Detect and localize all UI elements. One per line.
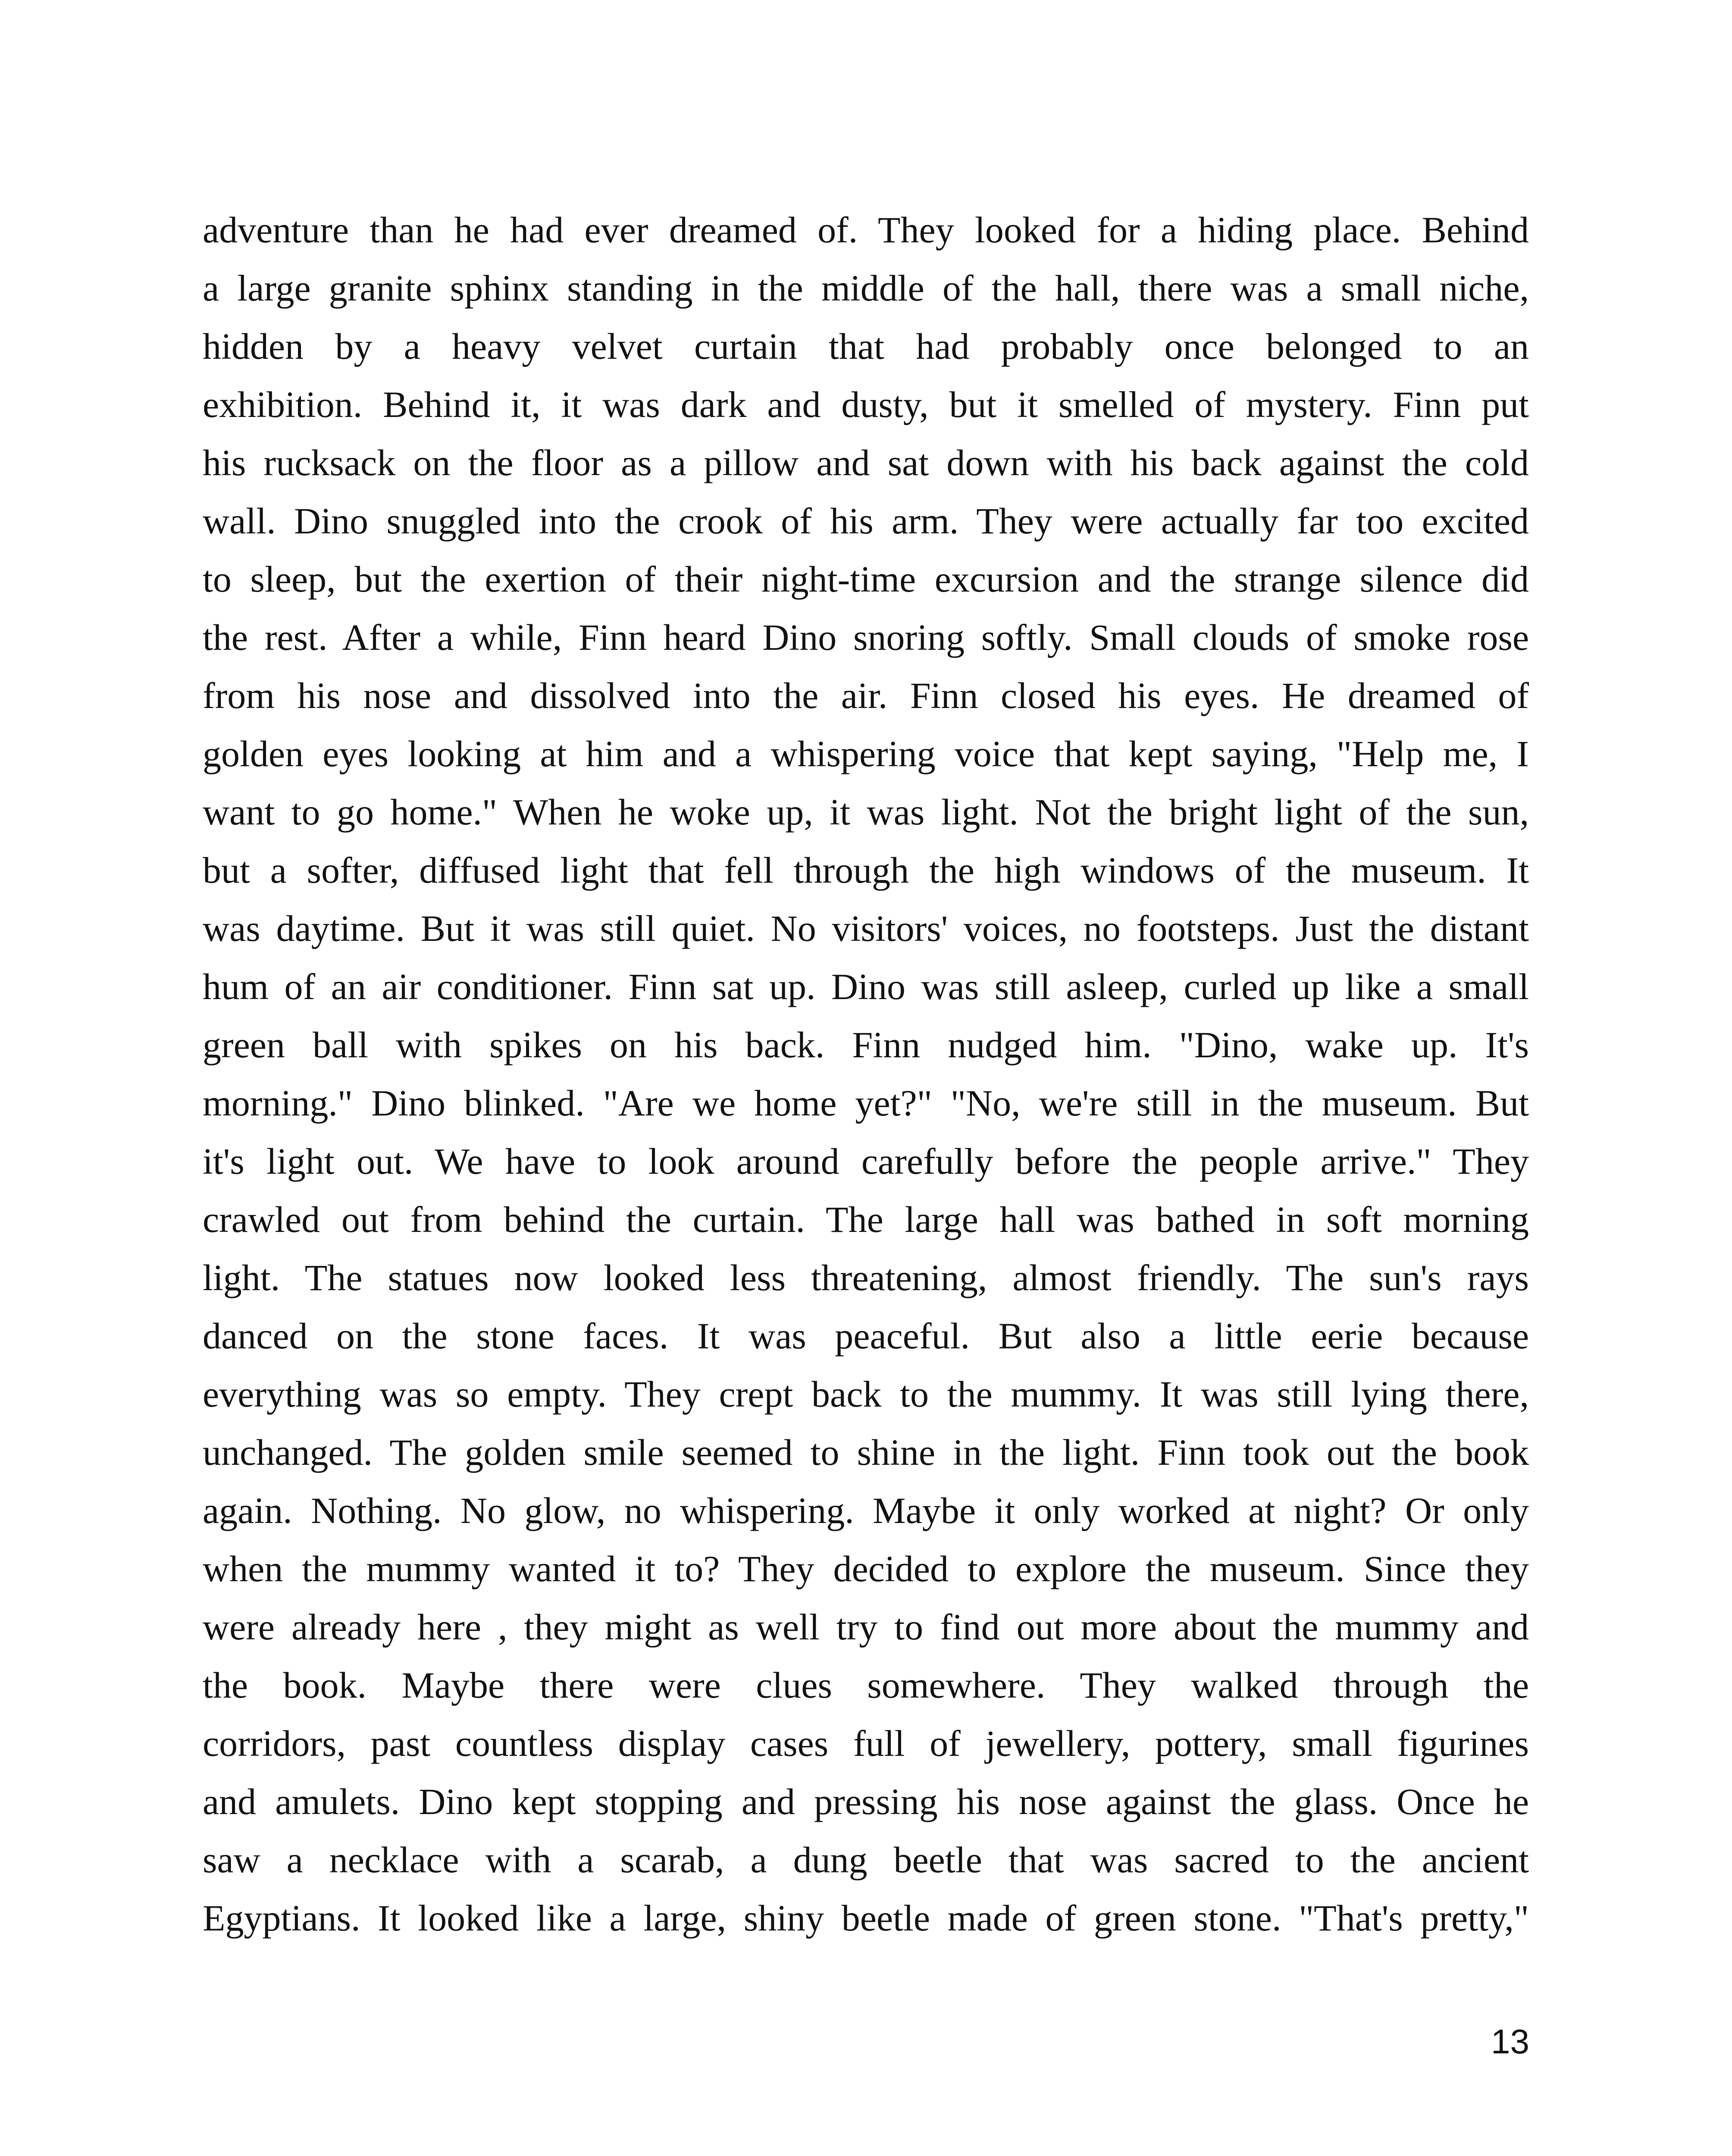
text-line: morning." Dino blinked. "Are we home yet?" "No, we're still in the museum. But xyxy=(203,1082,1529,1124)
text-line: crawled out from behind the curtain. The large hall was bathed in soft morning xyxy=(203,1199,1529,1240)
text-line: when the mummy wanted it to? They decided to explore the museum. Since they xyxy=(203,1548,1529,1589)
text-line: to sleep, but the exertion of their night-time excursion and the strange silence did xyxy=(203,558,1529,600)
text-line: was daytime. But it was still quiet. No visitors' voices, no footsteps. Just the distant xyxy=(203,908,1529,949)
text-line: want to go home." When he woke up, it was light. Not the bright light of the sun, xyxy=(203,791,1529,833)
body-text xyxy=(203,201,1529,1947)
text-line: saw a necklace with a scarab, a dung beetle that was sacred to the ancient xyxy=(203,1839,1529,1880)
text-line: danced on the stone faces. It was peaceful. But also a little eerie because xyxy=(203,1315,1529,1357)
text-line: adventure than he had ever dreamed of. They looked for a hiding place. Behind xyxy=(203,209,1529,251)
text-line: light. The statues now looked less threatening, almost friendly. The sun's rays xyxy=(203,1257,1529,1298)
text-line: everything was so empty. They crept back to the mummy. It was still lying there, xyxy=(203,1373,1529,1415)
text-line: unchanged. The golden smile seemed to shine in the light. Finn took out the book xyxy=(203,1432,1529,1473)
text-line: hidden by a heavy velvet curtain that had probably once belonged to an xyxy=(203,326,1529,367)
text-line: the rest. After a while, Finn heard Dino snoring softly. Small clouds of smoke rose xyxy=(203,617,1529,658)
text-line: a large granite sphinx standing in the middle of the hall, there was a small niche, xyxy=(203,267,1529,309)
text-line: but a softer, diffused light that fell through the high windows of the museum. It xyxy=(203,849,1529,891)
text-line: hum of an air conditioner. Finn sat up. Dino was still asleep, curled up like a small xyxy=(203,966,1529,1007)
text-line: green ball with spikes on his back. Finn nudged him. "Dino, wake up. It's xyxy=(203,1024,1529,1065)
text-line: again. Nothing. No glow, no whispering. Maybe it only worked at night? Or only xyxy=(203,1490,1529,1531)
text-line: corridors, past countless display cases full of jewellery, pottery, small figurines xyxy=(203,1723,1529,1764)
text-line: and amulets. Dino kept stopping and pressing his nose against the glass. Once he xyxy=(203,1781,1529,1822)
text-line: it's light out. We have to look around carefully before the people arrive." They xyxy=(203,1141,1529,1182)
page-number: 13 xyxy=(1491,2022,1529,2061)
text-line: his rucksack on the floor as a pillow and sat down with his back against the cold xyxy=(203,442,1529,483)
text-line: Egyptians. It looked like a large, shiny beetle made of green stone. "That's pretty," xyxy=(203,1897,1529,1939)
text-line: golden eyes looking at him and a whispering voice that kept saying, "Help me, I xyxy=(203,733,1529,774)
text-line: the book. Maybe there were clues somewhere. They walked through the xyxy=(203,1664,1529,1706)
text-line: from his nose and dissolved into the air. Finn closed his eyes. He dreamed of xyxy=(203,675,1529,716)
text-line: exhibition. Behind it, it was dark and dusty, but it smelled of mystery. Finn put xyxy=(203,384,1529,425)
text-line: were already here , they might as well try to find out more about the mummy and xyxy=(203,1606,1529,1648)
text-line: wall. Dino snuggled into the crook of his arm. They were actually far too excited xyxy=(203,500,1529,542)
